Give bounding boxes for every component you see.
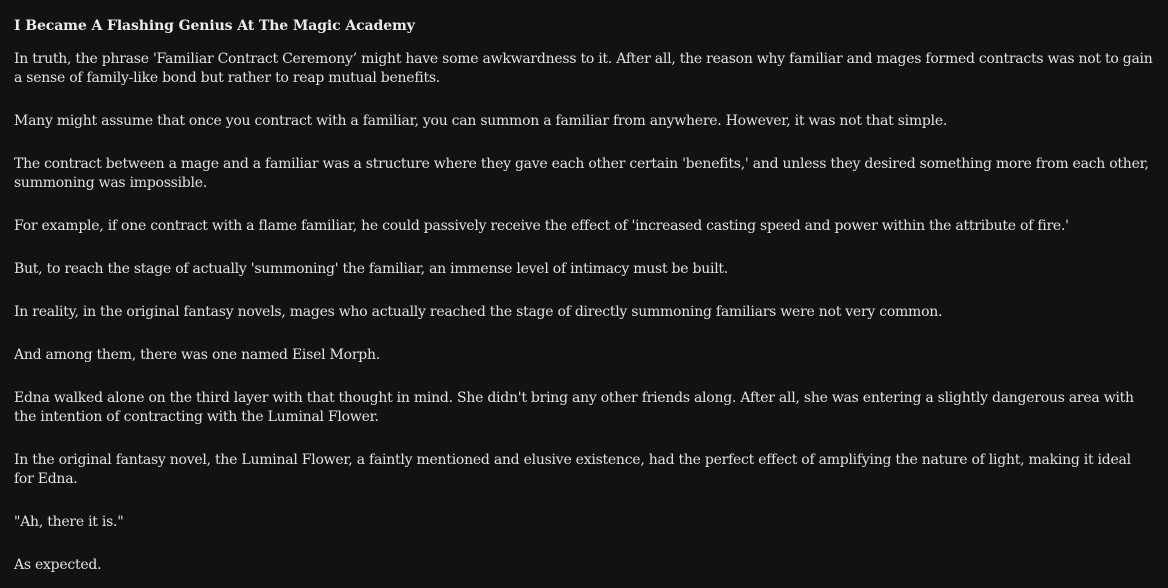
paragraph-6: In reality, in the original fantasy novels, mages who actually reached the stage of directly summoning familiars were not very common.	[14, 304, 943, 320]
paragraph-9: In the original fantasy novel, the Luminal Flower, a faintly mentioned and elusive existence, had the perfect effect of amplifying the nature of light, making it ideal for Edna.	[14, 452, 1131, 487]
paragraph-1: In truth, the phrase 'Familiar Contract Ceremony’ might have some awkwardness to it. After all, the reason why familiar and mages formed contracts was not to gain a sense of family-like bond but rather to reap mutual benefits.	[14, 51, 1153, 86]
chapter-title: I Became A Flashing Genius At The Magic Academy	[14, 18, 415, 34]
paragraph-10: "Ah, there it is."	[14, 514, 124, 530]
paragraph-4: For example, if one contract with a flame familiar, he could passively receive the effect of 'increased casting speed and power within the attribute of fire.'	[14, 218, 1069, 234]
paragraph-11: As expected.	[14, 557, 102, 573]
paragraph-2: Many might assume that once you contract with a familiar, you can summon a familiar from anywhere. However, it was not that simple.	[14, 113, 948, 129]
paragraph-7: And among them, there was one named Eisel Morph.	[14, 347, 380, 363]
paragraph-5: But, to reach the stage of actually 'summoning' the familiar, an immense level of intimacy must be built.	[14, 261, 729, 277]
paragraph-3: The contract between a mage and a familiar was a structure where they gave each other certain 'benefits,' and unless they desired something more from each other, summoning was impossible.	[14, 156, 1149, 191]
paragraph-8: Edna walked alone on the third layer with that thought in mind. She didn't bring any other friends along. After all, she was entering a slightly dangerous area with the intention of contracting with the Luminal Flower.	[14, 390, 1134, 425]
